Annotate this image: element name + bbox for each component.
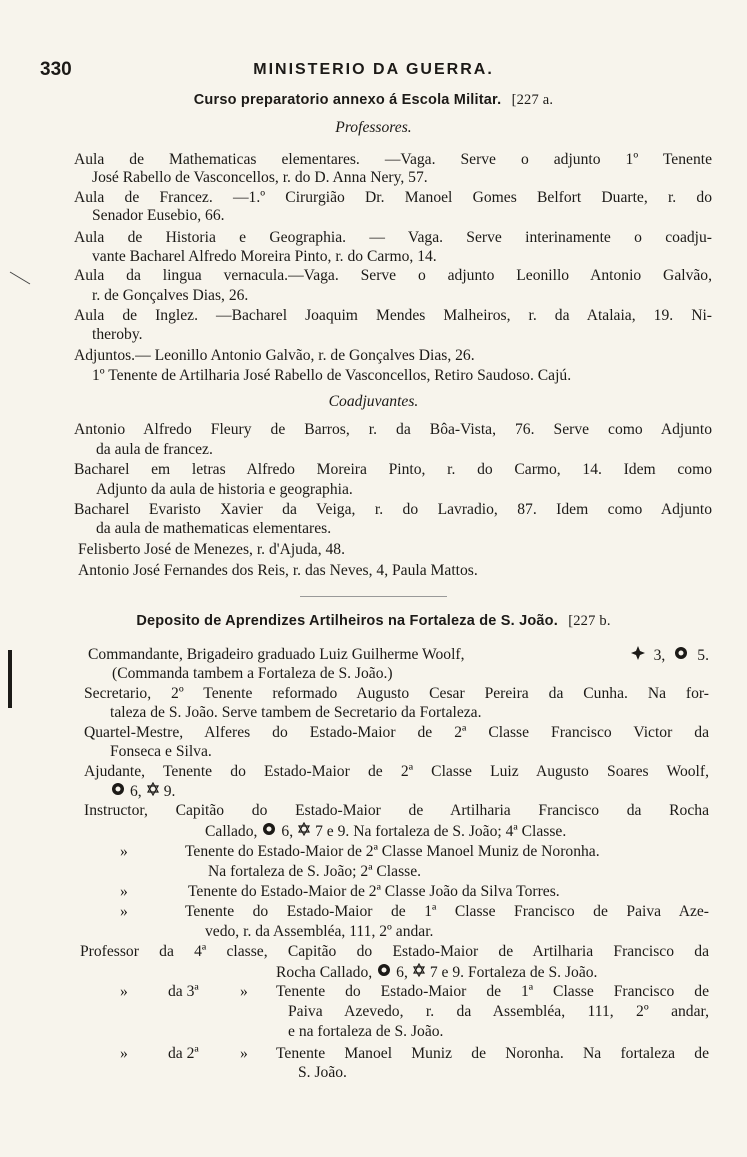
order-rose-icon <box>376 962 392 983</box>
order-cross-icon <box>630 645 646 666</box>
class-label: da 2ª <box>168 1045 199 1062</box>
order-rose-icon <box>110 781 126 802</box>
ditto-mark: » <box>120 983 128 1000</box>
professor-orders-line: Rocha Callado, 6, 7 e 9. Fortaleza de S. João. <box>276 964 598 981</box>
text-line: Aula de Francez. —1.º Cirurgião Dr. Manoel Gomes Belfort Duarte, r. do <box>74 189 712 206</box>
ditto-mark: » <box>120 843 128 860</box>
margin-annotation-mark <box>8 270 34 286</box>
text-line: taleza de S. João. Serve tambem de Secretario da Fortaleza. <box>110 704 482 721</box>
text-line: Paiva Azevedo, r. da Assembléa, 111, 2º andar, <box>288 1003 709 1020</box>
page-header <box>40 60 707 82</box>
text-line: Na fortaleza de S. João; 2ª Classe. <box>208 863 422 880</box>
text-line: Professor da 4ª classe, Capitão do Estado-Maior de Artilharia Francisco da <box>80 943 709 960</box>
text-line: Senador Eusebio, 66. <box>92 207 225 224</box>
text-line: Fonseca e Silva. <box>110 743 212 760</box>
commandante-line: Commandante, Brigadeiro graduado Luiz Guilherme Woolf, 3, 5. <box>88 646 709 664</box>
order-rose-icon <box>673 645 689 666</box>
margin-bar-mark <box>8 650 12 708</box>
text-line: da aula de mathematicas elementares. <box>96 520 332 537</box>
order-rose-icon <box>261 821 277 842</box>
ditto-mark: » <box>120 903 128 920</box>
text-line-adjuntos: Adjuntos.— Leonillo Antonio Galvão, r. de Gonçalves Dias, 26. <box>74 347 475 364</box>
text-line: Antonio José Fernandes dos Reis, r. das Neves, 4, Paula Mattos. <box>78 562 478 579</box>
text-line: Aula de Historia e Geographia. — Vaga. Serve interinamente o coadju- <box>74 229 712 246</box>
text-line: Bacharel em letras Alfredo Moreira Pinto, r. do Carmo, 14. Idem como <box>74 461 712 478</box>
text-line: Aula da lingua vernacula.—Vaga. Serve o adjunto Leonillo Antonio Galvão, <box>74 267 712 284</box>
section-ref: [227 b. <box>568 613 611 629</box>
text-line: S. João. <box>298 1064 347 1081</box>
ditto-mark: » <box>240 1045 248 1062</box>
order-star-icon <box>297 822 311 841</box>
text-line: (Commanda tambem a Fortaleza de S. João.) <box>112 665 393 682</box>
ditto-mark: » <box>120 1045 128 1062</box>
text-line: da aula de francez. <box>96 441 213 458</box>
text-line: Aula de Inglez. —Bacharel Joaquim Mendes Malheiros, r. da Atalaia, 19. Ni- <box>74 307 712 324</box>
section-title-curso: Curso preparatorio annexo á Escola Militar. [227 a. <box>193 92 554 108</box>
text-line: r. de Gonçalves Dias, 26. <box>92 287 249 304</box>
text-line: Instructor, Capitão do Estado-Maior de Artilharia Francisco da Rocha <box>84 802 709 819</box>
text-line: Bacharel Evaristo Xavier da Veiga, r. do Lavradio, 87. Idem como Adjunto <box>74 501 712 518</box>
section-divider <box>300 596 447 597</box>
instructor-orders-line: Callado, 6, 7 e 9. Na fortaleza de S. João; 4ª Classe. <box>205 823 567 840</box>
order-star-icon <box>412 963 426 982</box>
text-line: Adjunto da aula de historia e geographia. <box>96 481 353 498</box>
order-star-icon <box>146 782 160 801</box>
section-ref: [227 a. <box>511 92 554 108</box>
text-line: Quartel-Mestre, Alferes do Estado-Maior de 2ª Classe Francisco Victor da <box>84 724 709 741</box>
class-label: da 3ª <box>168 983 199 1000</box>
text-line: vante Bacharel Alfredo Moreira Pinto, r. do Carmo, 14. <box>92 248 437 265</box>
ajudante-orders-line: 6, 9. <box>110 781 747 802</box>
text-line: 1º Tenente de Artilharia José Rabello de Vasconcellos, Retiro Saudoso. Cajú. <box>92 367 572 384</box>
ditto-mark: » <box>120 883 128 900</box>
subtitle-coadjuvantes: Coadjuvantes. <box>328 393 419 410</box>
section-title-deposito: Deposito de Aprendizes Artilheiros na Fortaleza de S. João. [227 b. <box>136 613 611 629</box>
text-line: theroby. <box>92 326 143 343</box>
text-line: Antonio Alfredo Fleury de Barros, r. da Bôa-Vista, 76. Serve como Adjunto <box>74 421 712 438</box>
subtitle-professores: Professores. <box>335 119 412 136</box>
text-line: vedo, r. da Assembléa, 111, 2º andar. <box>205 923 434 940</box>
text-line: Tenente do Estado-Maior de 2ª Classe Manoel Muniz de Noronha. <box>185 843 600 860</box>
text-line: e na fortaleza de S. João. <box>288 1023 444 1040</box>
text-line: Tenente Manoel Muniz de Noronha. Na fortaleza de <box>276 1045 709 1062</box>
text-line: Aula de Mathematicas elementares. —Vaga. Serve o adjunto 1º Tenente <box>74 151 712 168</box>
page-number: 330 <box>40 59 72 80</box>
text-line: José Rabello de Vasconcellos, r. do D. Anna Nery, 57. <box>92 169 428 186</box>
text-line: Felisberto José de Menezes, r. d'Ajuda, 48. <box>78 541 345 558</box>
text-line: Tenente do Estado-Maior de 1ª Classe Francisco de Paiva Aze- <box>185 903 709 920</box>
running-head: MINISTERIO DA GUERRA. <box>253 61 494 78</box>
text-line: Tenente do Estado-Maior de 1ª Classe Francisco de <box>276 983 709 1000</box>
text-line: Secretario, 2º Tenente reformado Augusto Cesar Pereira da Cunha. Na for- <box>84 685 709 702</box>
text-line: Ajudante, Tenente do Estado-Maior de 2ª Classe Luiz Augusto Soares Woolf, <box>84 763 709 780</box>
text-line: Tenente do Estado-Maior de 2ª Classe João da Silva Torres. <box>188 883 560 900</box>
ditto-mark: » <box>240 983 248 1000</box>
